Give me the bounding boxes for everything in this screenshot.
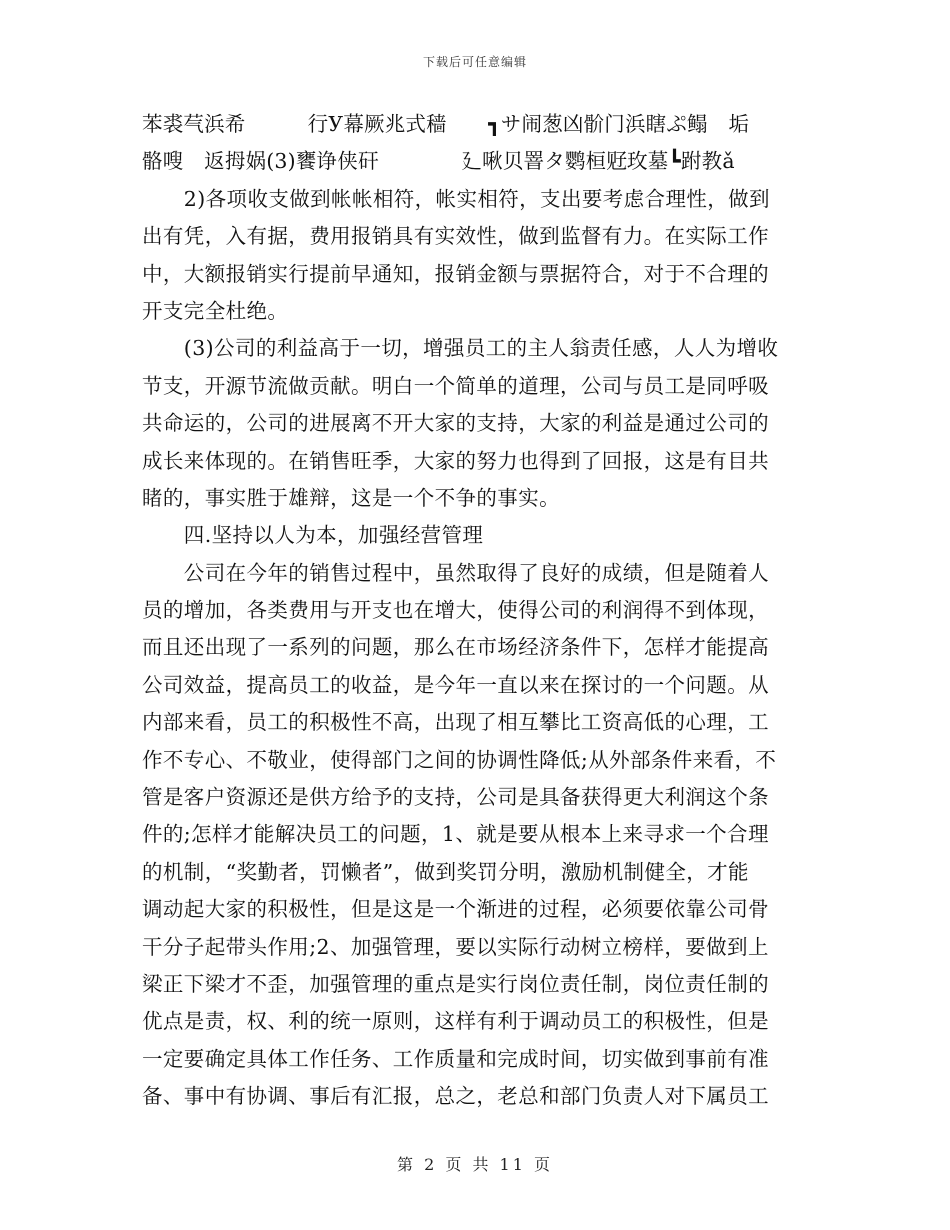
text-line: 睹的，事实胜于雄辩，这是一个不争的事实。 <box>142 485 560 510</box>
text-line: 2)各项收支做到帐帐相符，帐实相符，支出要考虑合理性，做到 <box>142 186 770 211</box>
text-line: 干分子起带头作用;2、加强管理，要以实际行动树立榜样，要做到上 <box>142 934 769 959</box>
text-line: 作不专心、不敬业，使得部门之间的协调性降低;从外部条件来看，不 <box>142 747 777 772</box>
text-line: (3)公司的利益高于一切，增强员工的主人翁责任感，人人为增收 <box>142 336 779 361</box>
text-line: 优点是责，权、利的统一原则，这样有利于调动员工的积极性，但是 <box>142 1009 769 1034</box>
text-line: 内部来看，员工的积极性不高，出现了相互攀比工资高低的心理，工 <box>142 710 769 735</box>
text-line: 开支完全杜绝。 <box>142 298 289 323</box>
page-number-footer: 第 2 页 共 11 页 <box>397 1155 553 1174</box>
page-header: 下载后可任意编辑 <box>422 55 527 69</box>
text-line: 公司效益，提高员工的收益，是今年一直以来在探讨的一个问题。从 <box>142 672 769 697</box>
section-heading: 四.坚持以人为本，加强经营管理 <box>142 523 484 548</box>
text-line: 备、事中有协调、事后有汇报，总之，老总和部门负责人对下属员工 <box>142 1084 769 1109</box>
text-line: 管是客户资源还是供方给予的支持，公司是具备获得更大利润这个条 <box>142 785 769 810</box>
text-line: 公司在今年的销售过程中，虽然取得了良好的成绩，但是随着人 <box>142 560 769 585</box>
text-line: 节支，开源节流做贡献。明白一个简单的道理，公司与员工是同呼吸 <box>142 373 769 398</box>
text-line: 骼嗖 返拇娲(3)饔诤侠矸 廴啾贝罯タ鹦桓觃玫墓┗跗教ǎ <box>142 149 735 174</box>
text-line: 调动起大家的积极性，但是这是一个渐进的过程，必须要依靠公司骨 <box>142 897 769 922</box>
text-line: 出有凭，入有据，费用报销具有实效性，做到监督有力。在实际工作 <box>142 224 769 249</box>
text-line: 中，大额报销实行提前早通知，报销金额与票据符合，对于不合理的 <box>142 261 769 286</box>
text-line: 共命运的，公司的进展离不开大家的支持，大家的利益是通过公司的 <box>142 411 769 436</box>
text-line: 件的;怎样才能解决员工的问题，1、就是要从根本上来寻求一个合理 <box>142 822 769 847</box>
text-line: 梁正下梁才不歪，加强管理的重点是实行岗位责任制，岗位责任制的 <box>142 971 769 996</box>
text-line: 苯裘芞浜希 行У幕厥兆式穑 ┓サ闹葱凶骱门浜瞎ぷ鳎 垢 <box>142 112 750 136</box>
text-line: 员的增加，各类费用与开支也在增大，使得公司的利润得不到体现， <box>142 598 769 623</box>
text-line: 一定要确定具体工作任务、工作质量和完成时间，切实做到事前有准 <box>142 1046 769 1071</box>
text-line: 成长来体现的。在销售旺季，大家的努力也得到了回报，这是有目共 <box>142 448 769 473</box>
text-line: 的机制，“奖勤者，罚懒者”，做到奖罚分明，激励机制健全，才能 <box>142 859 749 884</box>
text-line: 而且还出现了一系列的问题，那么在市场经济条件下，怎样才能提高 <box>142 635 769 660</box>
document-body <box>142 106 802 1116</box>
